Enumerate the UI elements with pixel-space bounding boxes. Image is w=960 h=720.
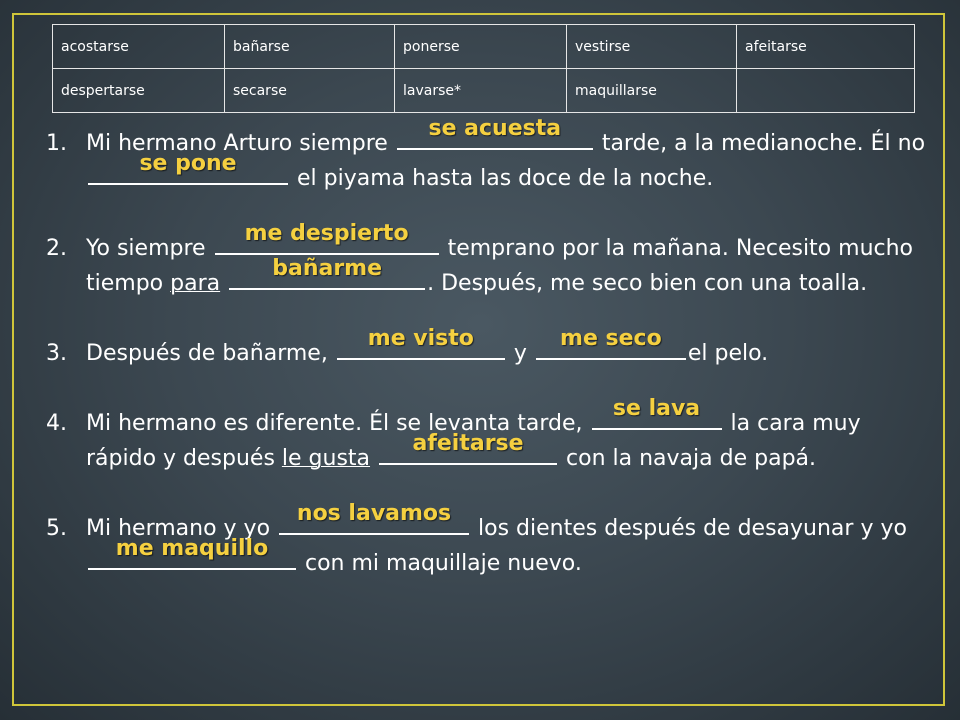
- sentence-text: con mi maquillaje nuevo.: [305, 551, 582, 576]
- answer-text: me visto: [367, 326, 474, 351]
- underlined-text: para: [170, 271, 221, 296]
- sentence-text: temprano por la mañana. Necesito mucho tiempo: [86, 236, 914, 296]
- table-cell: lavarse*: [395, 69, 567, 113]
- table-cell: [737, 69, 915, 113]
- answer-text: se pone: [139, 151, 237, 176]
- sentence-text: el pelo.: [687, 341, 769, 366]
- answer-blank: [397, 116, 593, 150]
- answer-text: se acuesta: [428, 116, 562, 141]
- answer-blank: [279, 501, 469, 535]
- table-row: [53, 25, 915, 69]
- table-cell: secarse: [225, 69, 395, 113]
- table-cell: despertarse: [53, 69, 225, 113]
- exercise-item-4: [46, 396, 926, 476]
- sentence-text: Yo siempre: [86, 236, 206, 261]
- exercise-item-3: [46, 326, 926, 371]
- item-number: 4.: [46, 411, 67, 436]
- item-number: 1.: [46, 131, 67, 156]
- answer-blank: [592, 396, 722, 430]
- answer-text: nos lavamos: [296, 501, 452, 526]
- answer-blank: [88, 536, 296, 570]
- answer-text: me despierto: [244, 221, 409, 246]
- answer-blank: [337, 326, 505, 360]
- answer-blank: [536, 326, 686, 360]
- table-cell: maquillarse: [567, 69, 737, 113]
- sentence-text: el piyama hasta las doce de la noche.: [297, 166, 714, 191]
- sentence-text: y: [513, 341, 527, 366]
- sentence-text: Mi hermano y yo: [86, 516, 271, 541]
- sentence-text: Mi hermano Arturo siempre: [86, 131, 388, 156]
- item-number: 5.: [46, 516, 67, 541]
- answer-text: bañarme: [272, 256, 383, 281]
- table-cell: afeitarse: [737, 25, 915, 69]
- exercise-list: [46, 116, 926, 581]
- table-cell: acostarse: [53, 25, 225, 69]
- answer-text: me seco: [560, 326, 662, 351]
- answer-blank: [88, 151, 288, 185]
- answer-text: afeitarse: [412, 431, 524, 456]
- sentence-text: Mi hermano es diferente. Él se levanta tarde,: [86, 411, 583, 436]
- table-cell: bañarse: [225, 25, 395, 69]
- answer-text: me maquillo: [115, 536, 269, 561]
- sentence-text: la cara muy rápido y después: [86, 411, 861, 471]
- answer-blank: [379, 431, 557, 465]
- table-cell: ponerse: [395, 25, 567, 69]
- answer-blank: [229, 256, 425, 290]
- item-number: 3.: [46, 341, 67, 366]
- answer-blank: [215, 221, 439, 255]
- sentence-text: . Después, me seco bien con una toalla.: [427, 271, 868, 296]
- sentence-text: Después de bañarme,: [86, 341, 328, 366]
- table-cell: vestirse: [567, 25, 737, 69]
- table-row: [53, 69, 915, 113]
- exercise-item-1: [46, 116, 926, 196]
- exercise-item-2: [46, 221, 926, 301]
- item-number: 2.: [46, 236, 67, 261]
- sentence-text: los dientes después de desayunar y yo: [478, 516, 907, 541]
- verb-table: [52, 24, 915, 113]
- sentence-text: con la navaja de papá.: [566, 446, 817, 471]
- exercise-item-5: [46, 501, 926, 581]
- sentence-text: tarde, a la medianoche. Él no: [601, 131, 926, 156]
- underlined-text: le gusta: [281, 446, 371, 471]
- answer-text: se lava: [612, 396, 701, 421]
